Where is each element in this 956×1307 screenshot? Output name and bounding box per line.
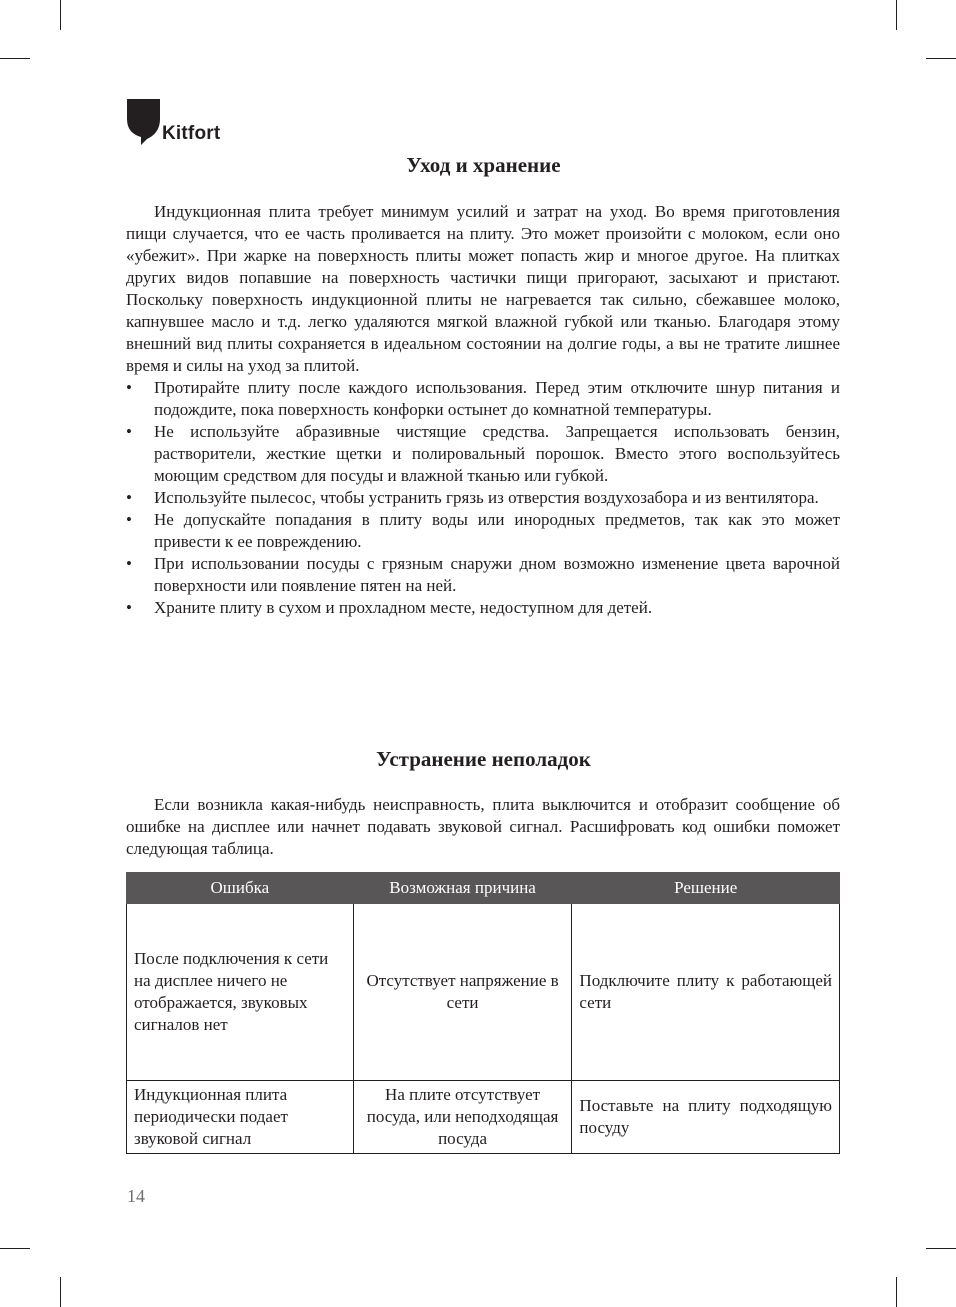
table-row xyxy=(127,904,840,1081)
bullet-icon: • xyxy=(126,422,132,441)
kitfort-logo xyxy=(127,99,220,145)
crop-mark xyxy=(60,0,61,30)
column-header-solution: Решение xyxy=(572,873,840,904)
troubleshooting-intro-paragraph: Если возникла какая-нибудь неисправность, плита выключится и отобразит сообщение об ошибке на дисплее или начнет подавать звуковой сигнал. Расшифровать код ошибки поможет следующая таблица. xyxy=(126,795,840,858)
list-item: • Храните плиту в сухом и прохладном месте, недоступном для детей. xyxy=(126,598,653,617)
care-section-title: Уход и хранение xyxy=(406,153,561,177)
care-intro-paragraph: Индукционная плита требует минимум усилий и затрат на уход. Во время приготовления пищи случается, что ее часть проливается на плиту. Это может произойти с молоком, если оно «убежит». При жарке на поверхность плиты может попасть жир и многое другое. На плитках других видов попавшие на поверхность частички пищи пригорают, засыхают и пристают. Поскольку поверхность индукционной плиты не нагревается так сильно, сбежавшее молоко, капнувшее масло и т.д. легко удаляются мягкой влажной губкой или тканью. Благодаря этому внешний вид плиты сохраняется в идеальном состоянии на долгие годы, а вы не тратите лишнее время и силы на уход за плитой. xyxy=(126,202,840,375)
list-item: • Используйте пылесос, чтобы устранить грязь из отверстия воздухозабора и из вентилятора. xyxy=(126,488,819,507)
bullet-icon: • xyxy=(126,510,132,529)
bullet-icon: • xyxy=(126,488,132,507)
crop-mark xyxy=(0,1248,30,1249)
troubleshooting-intro xyxy=(126,794,840,860)
bullet-icon: • xyxy=(126,378,132,397)
table-cell-solution: Поставьте на плиту подходящую посуду xyxy=(572,1081,840,1154)
list-item: • Протирайте плиту после каждого использования. Перед этим отключите шнур питания и подождите, пока поверхность конфорки остынет до комнатной температуры. xyxy=(126,378,840,419)
column-header-error: Ошибка xyxy=(127,873,354,904)
table-row xyxy=(127,1081,840,1154)
crop-mark xyxy=(926,1248,956,1249)
table-cell-cause: На плите отсутствует посуда, или неподходящая посуда xyxy=(353,1081,572,1154)
logo-brand-name: Kitfort xyxy=(162,123,221,144)
care-bullet-list xyxy=(126,377,840,619)
error-table xyxy=(126,872,840,1154)
crop-mark xyxy=(60,1277,61,1307)
bullet-icon: • xyxy=(126,598,132,617)
bullet-icon: • xyxy=(126,554,132,573)
table-cell-error: Индукционная плита периодически подает звуковой сигнал xyxy=(127,1081,354,1154)
crop-mark xyxy=(896,0,897,30)
list-item: • При использовании посуды с грязным снаружи дном возможно изменение цвета варочной поверхности или появление пятен на ней. xyxy=(126,554,840,595)
page-number: 14 xyxy=(127,1186,145,1206)
list-item: • Не допускайте попадания в плиту воды или инородных предметов, так как это может привести к ее повреждению. xyxy=(126,510,840,551)
table-cell-error: После подключения к сети на дисплее ничего не отображается, звуковых сигналов нет xyxy=(127,904,354,1081)
table-cell-solution: Подключите плиту к работающей сети xyxy=(572,904,840,1081)
troubleshooting-section-title: Устранение неполадок xyxy=(376,747,591,771)
kitfort-logo-icon xyxy=(127,99,160,145)
list-item: • Не используйте абразивные чистящие средства. Запрещается использовать бензин, растворители, жесткие щетки и полировальный порошок. Вместо этого воспользуйтесь моющим средством для посуды и влажной тканью или губкой. xyxy=(126,422,840,485)
crop-mark xyxy=(0,58,30,59)
crop-mark xyxy=(896,1277,897,1307)
table-header-row xyxy=(127,873,840,904)
table-cell-cause: Отсутствует напряжение в сети xyxy=(353,904,572,1081)
crop-mark xyxy=(926,58,956,59)
column-header-cause: Возможная причина xyxy=(353,873,572,904)
care-section-body xyxy=(126,201,840,619)
